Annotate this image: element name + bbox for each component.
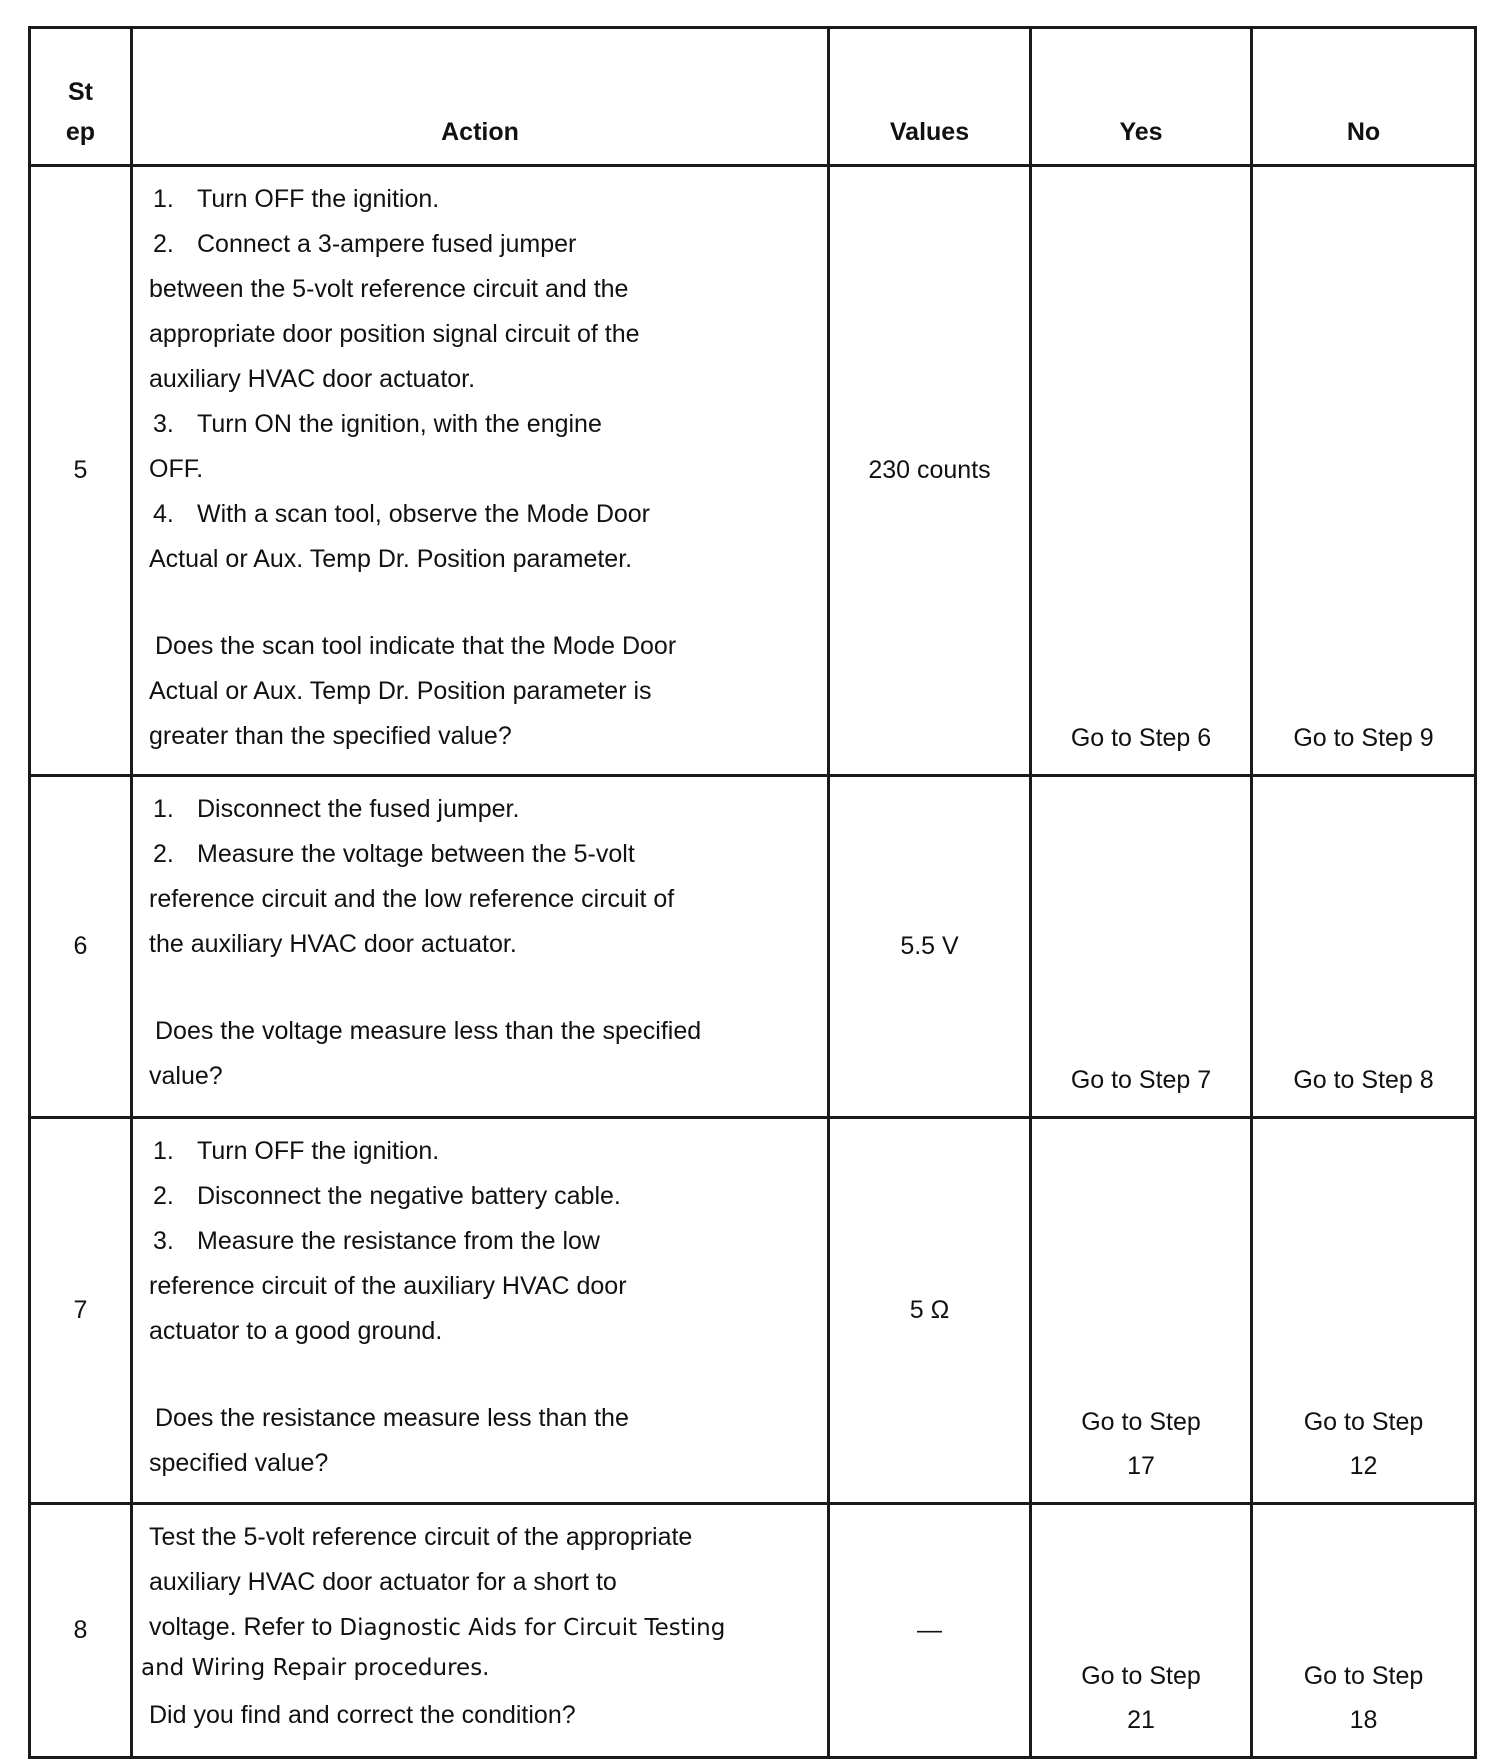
- question-line: Actual or Aux. Temp Dr. Position parameter is: [149, 677, 652, 705]
- values-header: Values: [829, 28, 1031, 166]
- yes-header: Yes: [1031, 28, 1252, 166]
- action-line: between the 5-volt reference circuit and the: [149, 275, 629, 303]
- action-cell: [132, 166, 829, 776]
- question-line: specified value?: [149, 1449, 329, 1477]
- step-number: 8: [30, 1504, 132, 1758]
- value-cell: 5 Ω: [829, 1118, 1031, 1504]
- table-row: [30, 776, 1476, 1118]
- no-cell: Go to Step 8: [1252, 776, 1476, 1118]
- table-row: [30, 166, 1476, 776]
- step-header-line1: St: [68, 78, 93, 106]
- action-line: reference circuit of the auxiliary HVAC door: [149, 1272, 627, 1300]
- step-header-line2: ep: [65, 118, 96, 146]
- action-line: voltage. Refer to Diagnostic Aids for Circuit Testing: [149, 1613, 726, 1641]
- no-header: No: [1252, 28, 1476, 166]
- yes-cell: Go to Step 6: [1031, 166, 1252, 776]
- action-cell: [132, 776, 829, 1118]
- action-line: Actual or Aux. Temp Dr. Position parameter.: [149, 545, 633, 573]
- action-line: 1. Turn OFF the ignition.: [153, 185, 440, 213]
- action-line: 2. Disconnect the negative battery cable.: [153, 1182, 621, 1210]
- step-number: 5: [30, 166, 132, 776]
- action-line: 2. Measure the voltage between the 5-volt: [153, 840, 635, 868]
- value-cell: —: [829, 1504, 1031, 1758]
- step-number: 7: [30, 1118, 132, 1504]
- reference-link-cont[interactable]: and Wiring Repair procedures.: [141, 1655, 490, 1681]
- no-cell: Go to Step 18: [1252, 1504, 1476, 1758]
- action-line: 3. Turn ON the ignition, with the engine: [153, 410, 602, 438]
- action-header: Action: [132, 28, 829, 166]
- table-row: [30, 1504, 1476, 1758]
- action-line: Test the 5-volt reference circuit of the appropriate: [149, 1523, 693, 1551]
- action-line: actuator to a good ground.: [149, 1317, 443, 1345]
- diagnostic-table: [28, 26, 1477, 1759]
- action-line: 3. Measure the resistance from the low: [153, 1227, 600, 1255]
- action-cell: [132, 1504, 829, 1758]
- no-cell: Go to Step 12: [1252, 1118, 1476, 1504]
- no-cell: Go to Step 9: [1252, 166, 1476, 776]
- yes-cell: Go to Step 7: [1031, 776, 1252, 1118]
- action-line: OFF.: [149, 455, 204, 483]
- action-line: appropriate door position signal circuit of the: [149, 320, 640, 348]
- question-line: Does the resistance measure less than the: [155, 1404, 629, 1432]
- action-line: auxiliary HVAC door actuator for a short to: [149, 1568, 617, 1596]
- step-header: [30, 28, 132, 166]
- yes-cell: Go to Step 17: [1031, 1118, 1252, 1504]
- action-line: reference circuit and the low reference circuit of: [149, 885, 675, 913]
- value-cell: 5.5 V: [829, 776, 1031, 1118]
- value-cell: 230 counts: [829, 166, 1031, 776]
- question-line: greater than the specified value?: [149, 722, 512, 750]
- action-line: 1. Turn OFF the ignition.: [153, 1137, 440, 1165]
- action-line: 4. With a scan tool, observe the Mode Door: [153, 500, 651, 528]
- step-number: 6: [30, 776, 132, 1118]
- action-line: the auxiliary HVAC door actuator.: [149, 930, 517, 958]
- header-row: [30, 28, 1476, 166]
- action-line: 2. Connect a 3-ampere fused jumper: [153, 230, 577, 258]
- question-line: value?: [149, 1062, 223, 1090]
- action-line: 1. Disconnect the fused jumper.: [153, 795, 520, 823]
- yes-cell: Go to Step 21: [1031, 1504, 1252, 1758]
- question-line: Does the voltage measure less than the specified: [155, 1017, 702, 1045]
- action-line: auxiliary HVAC door actuator.: [149, 365, 476, 393]
- question-line: Does the scan tool indicate that the Mode Door: [155, 632, 677, 660]
- table-row: [30, 1118, 1476, 1504]
- question-line: Did you find and correct the condition?: [149, 1701, 576, 1729]
- action-cell: [132, 1118, 829, 1504]
- reference-link[interactable]: Diagnostic Aids for Circuit Testing: [339, 1615, 726, 1641]
